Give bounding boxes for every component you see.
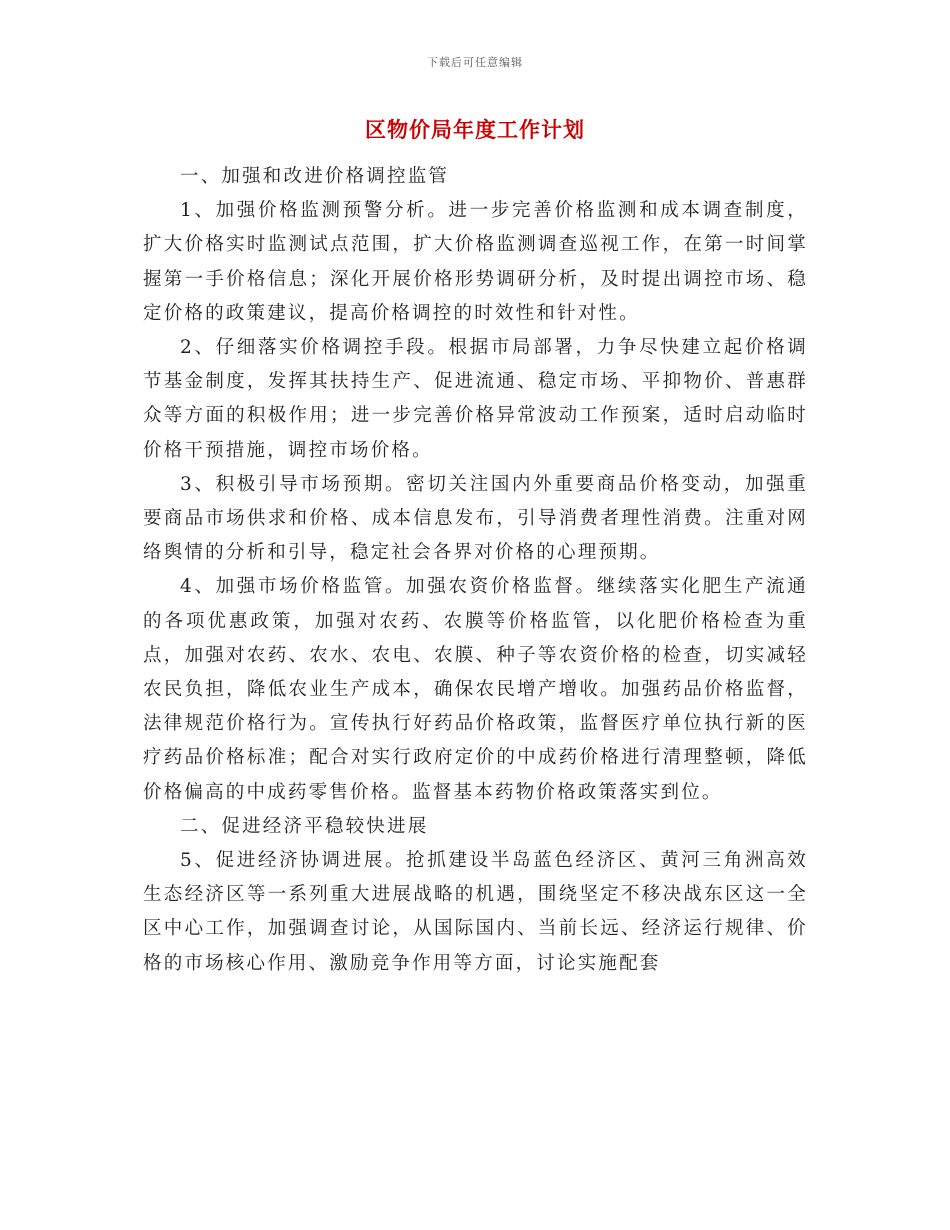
paragraph: 2、仔细落实价格调控手段。根据市局部署，力争尽快建立起价格调节基金制度，发挥其扶持生产、促进流通、稳定市场、平抑物价、普惠群众等方面的积极作用；进一步完善价格异常波动工作预案，适时启动临时价格干预措施，调控市场价格。 bbox=[143, 337, 808, 461]
document-body bbox=[143, 160, 808, 981]
header-note: 下载后可任意编辑 bbox=[427, 56, 523, 69]
paragraph: 1、加强价格监测预警分析。进一步完善价格监测和成本调查制度，扩大价格实时监测试点范围，扩大价格监测调查巡视工作，在第一时间掌握第一手价格信息；深化开展价格形势调研分析，及时提出调控市场、稳定价格的政策建议，提高价格调控的时效性和针对性。 bbox=[143, 200, 808, 324]
section-heading: 一、加强和改进价格调控监管 bbox=[180, 166, 450, 187]
paragraph: 5、促进经济协调进展。抢抓建设半岛蓝色经济区、黄河三角洲高效生态经济区等一系列重大进展战略的机遇，围绕坚定不移决战东区这一全区中心工作，加强调查讨论，从国际国内、当前长远、经济运行规律、价格的市场核心作用、激励竞争作用等方面，讨论实施配套 bbox=[143, 850, 808, 974]
section-heading: 二、促进经济平稳较快进展 bbox=[180, 815, 429, 837]
paragraph: 3、积极引导市场预期。密切关注国内外重要商品价格变动，加强重要商品市场供求和价格、成本信息发布，引导消费者理性消费。注重对网络舆情的分析和引导，稳定社会各界对价格的心理预期。 bbox=[143, 473, 808, 564]
document-title: 区物价局年度工作计划 bbox=[365, 117, 585, 142]
paragraph: 4、加强市场价格监管。加强农资价格监督。继续落实化肥生产流通的各项优惠政策，加强对农药、农膜等价格监管，以化肥价格检查为重点，加强对农药、农水、农电、农膜、种子等农资价格的检查，切实减轻农民负担，降低农业生产成本，确保农民增产增收。加强药品价格监督，法律规范价格行为。宣传执行好药品价格政策，监督医疗单位执行新的医疗药品价格标准；配合对实行政府定价的中成药价格进行清理整顿，降低价格偏高的中成药零售价格。监督基本药物价格政策落实到位。 bbox=[143, 576, 808, 803]
